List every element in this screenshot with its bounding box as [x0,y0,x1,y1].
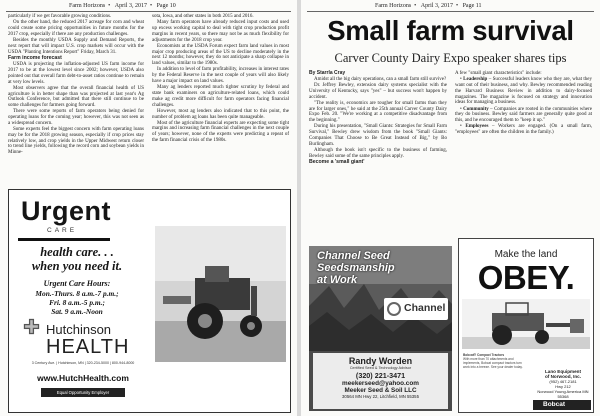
article-column-1 [8,14,144,156]
ad-website: www.HutchHealth.com [37,373,129,383]
dealer-name-2: of Norwood, Inc. [545,374,581,379]
ad-org-name-2: HEALTH [46,336,130,358]
channel-seed-ad [309,246,452,411]
ad-equal-opportunity: Equal Opportunity Employer [41,388,125,397]
folio-paper: Farm Horizons [69,3,106,9]
paragraph: Some experts feel the biggest concern with farm operating loans may be for the 2018 growing season, especially if crop prices stay relatively low, and crop yields in the Upper Midwest return closer to trend line yields, following the record corn and soybean yields in Minne- [8,127,144,156]
dealer-address: Hwy 212 [555,384,571,389]
ad-tagline [21,245,133,273]
channel-logo-icon [387,302,401,316]
tagline-line-1: health care. . . [40,245,114,259]
item-text: – Companies are rooted in the communities where they do business. Bewley said farmers are generally quite good at this, and he encouraged them to "keep it up." [455,106,592,124]
page-10 [0,0,297,416]
article-column-2 [152,14,289,144]
paragraph: sota, Iowa, and other states in both 2015 and 2016. [152,14,254,19]
bobcat-ad [458,238,594,413]
paragraph: Many farm operators have already reduced input costs and used up excess working capital to deal with tight crop production profit margins in recent years, so there may not be as much flexibility for adjustments for the 2018 crop year. [152,20,289,43]
dealer-info [535,369,591,399]
byline: By Starrla Cray [309,70,346,76]
paragraph: Although the book isn't specific to the business of farming, Bewley said some of the same principles apply. [309,147,447,159]
fine-print-title: Bobcat® Compact Tractors [463,353,505,357]
hutchinson-logo-icon [23,318,40,335]
paragraph: "The reality is, economics are tougher for small farms than they are for larger ones," he said at the 25th annual Carver County Dairy Expo Feb. 20. "We're working at a competitive disadvantage from the beginning." [309,100,447,124]
paragraph: Most observers agree that the overall financial health of US agriculture is in better shape than was projected at last year's Ag Outlook Conference, but admitted that there still continue to be some challenges for farmers going forward. [8,85,144,109]
item-label: Employees [465,124,489,130]
ad-org-name: Hutchinson [46,322,112,337]
hours-line: Fri. 8 a.m.-5 p.m.; [49,298,105,307]
dealer-city: Norwood Young America MN 55368 [537,389,589,399]
folio-rule [6,11,291,12]
item-label: Leadership [463,77,488,83]
ad-hours [21,279,133,316]
hours-line: Mon.-Thurs. 8 a.m.-7 p.m.; [35,289,119,298]
list-item: • Community – Companies are rooted in the communities where they do business. Bewley said farmers are generally quite good at this, and he encouraged them to "keep it up." [455,106,592,124]
item-text: – Workers are engaged. (On a small farm, "employees" are often the children in the family.) [455,124,592,136]
hours-title: Urgent Care Hours: [43,279,111,288]
paragraph: However, most ag lenders also indicated that to this point, the number of problem ag loans has been quite manageable. [152,108,289,120]
list-item: • Employees – Workers are engaged. (On a small farm, "employees" are often the children in the family.) [455,124,592,136]
dealer-email: meekerseed@yahoo.com [342,380,419,387]
ad-title [317,250,395,286]
folio-page: Page 10 [156,3,176,9]
ad-address: 3 Century Ave. | Hutchinson, MN | 320-234-5000 | 800-944-8000 [31,361,135,365]
tagline-line-2: when you need it. [31,259,123,273]
dealer-card [313,353,448,409]
ad-divider [18,238,110,241]
paragraph: In addition to level of farm profitability, increases in interest rates by the Federal Reserve in the next couple of years will also likely have a major impact on land values. [152,67,289,84]
article-headline: Small farm survival [327,15,574,46]
ad-title: Urgent [21,196,111,226]
section-subhead: Become a 'small giant' [309,159,365,166]
article-column-1 [309,71,447,166]
dealer-name: Randy Worden [348,356,413,366]
paragraph: Many ag lenders reported much tighter scrutiny by federal and state bank examiners on agriculture-related loans, which could make ag credit more difficult for farm operators facing financial challenges. [152,85,289,108]
ad-title-line: at Work [317,274,358,286]
dealer-role: Certified Seed & Technology Advisor [349,366,412,370]
ad-title-line: Seedsmanship [317,262,395,274]
paragraph: Dr. Jeffrey Bewley, extension dairy systems specialist with the University of Kentucky, says "yes" – but success won't happen by accident. [309,82,447,100]
dealer-address: 30564 MN Hwy 22, Litchfield, MN 55355 [342,394,419,399]
item-text: – Successful leaders know who they are, what they want out of their business, and why. Bewley recommended reading the Harvard Business Review in addition to dairy-focused magazines. The magazine is focused on strategy and innovation ideas for managing a business. [455,77,592,106]
channel-logo-text: Channel [404,302,446,314]
paragraph: During his presentation, "Small Giants: Strategies for Small Farm Survival," Bewley drew wisdom from the book "Small Giants: Companies That Choose to Be Great Instead of Big," by Bo Burlingham. [309,124,447,147]
dealer-phone: (952) 467-2181 [549,379,577,384]
folio-date: April 3, 2017 [420,3,453,9]
paragraph: There were some reports of farm operators being denied for operating loans for the coming year; however, this was not seen as a widespread concern. [8,109,144,126]
paragraph: Economists at the USDA Forum expect farm land values in most major crop producing areas of the US to decline moderately in the next 12 months; however, they do not anticipate a sharp collapse in land values, similar to the 1980s. [152,43,289,67]
folio-rule [307,11,594,12]
fine-print-text: With more than 70 attachments and implements, Bobcat compact tractors turn work into a breeze. See your dealer today. [463,357,523,369]
article-column-2 [455,71,592,136]
folio: Farm Horizons • April 3, 2017 • Page 10 [69,3,176,9]
tractor-illustration [462,299,590,349]
list-item: • Leadership – Successful leaders know who they are, what they want out of their business, and why. Bewley recommended reading the Harvard Business Review in addition to dairy-focused magazines. The magazine is focused on strategy and innovation ideas for managing a business. [455,77,592,106]
paragraph: Most of the agriculture financial experts are expecting some tight margins and increasing farm financial challenges in the next couple of years; however, none of the experts were predicting a repeat of the farm financial crisis of the 1980s. [152,120,289,144]
folio-page: Page 11 [462,3,482,9]
channel-logo [384,298,448,320]
dealer-company: Meeker Seed & Soil LLC [344,387,417,394]
dealer-phone: (320) 221-3471 [355,371,406,380]
tractor-photo [155,226,286,362]
section-subhead: Farm income forecast [8,55,62,62]
ad-fine-print [463,353,527,369]
article-subhead: Carver County Dairy Expo speaker shares tips [334,51,567,65]
paragraph: On the other hand, the reduced 2017 acreage for corn and wheat could create some pricing opportunities in future months for the 2017 crop, especially if there are any production challenges. [8,20,144,37]
paragraph: Amidst all the big dairy operations, can a small farm still survive? [314,76,447,82]
ad-headline: Make the land [494,249,558,260]
folio-date: April 3, 2017 [114,3,147,9]
paragraph: A few "small giant characteristics" include: [455,71,542,76]
dealer-name: Lano Equipment [545,369,581,374]
hours-line: Sat. 9 a.m.-Noon [51,307,103,316]
paragraph: particularly if we get favorable growing conditions. [8,14,112,19]
paragraph: Besides the monthly USDA Supply and Demand Reports, the next report that will impact U.S. crop markets will occur with the USDA "Planting Intentions Report" Friday, March 31. [8,37,144,55]
ad-care-label: CARE [47,227,78,234]
ad-headline-obey: OBEY. [477,259,575,296]
paragraph: USDA is projecting the inflation-adjusted US farm income for 2017 to be at the lowest level since 2002; however, USDA also pointed out that overall farm debt-to-asset ratios continue to remain at very low levels. [8,62,144,85]
ad-title-line: Channel Seed [317,250,390,262]
page-11 [301,0,600,416]
hutchinson-health-ad [8,189,291,413]
folio-paper: Farm Horizons [375,3,412,9]
bobcat-logo: Bobcat [533,400,591,410]
item-label: Community [463,106,489,112]
folio: Farm Horizons • April 3, 2017 • Page 11 [375,3,482,9]
